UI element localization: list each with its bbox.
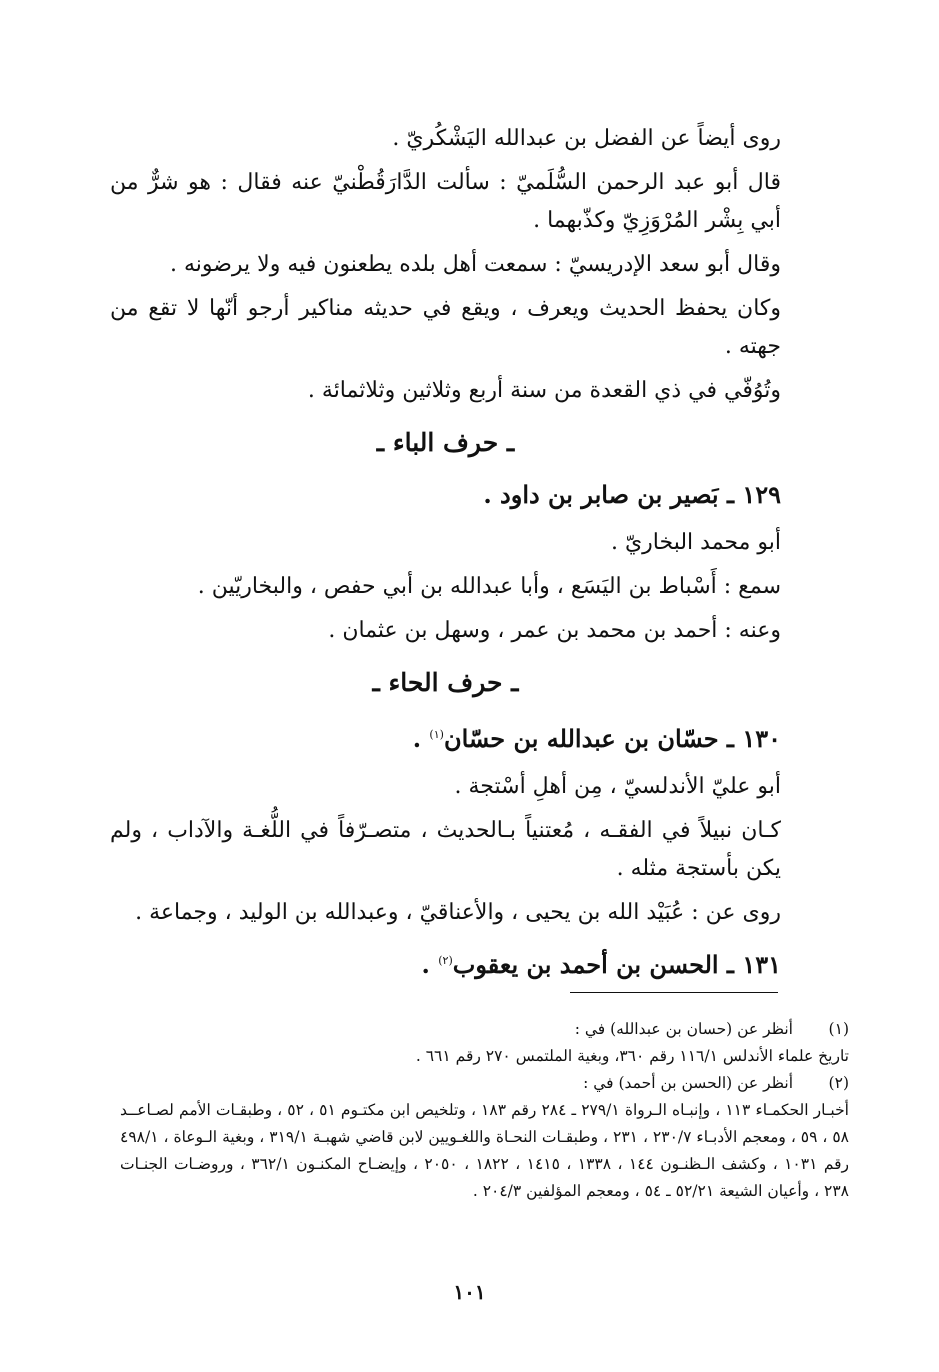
footnote-ref: (٢) [438, 954, 453, 967]
footnote-body [120, 1070, 793, 1097]
entry-title: ١٣١ ـ الحسن بن أحمد بن يعقوب [452, 950, 781, 979]
paragraph: أبو عليّ الأندلسيّ ، مِن أهلِ أسْتجة . [454, 774, 781, 799]
paragraph: كـان نبيلاً في الفقـه ، مُعتنياً بـالحديث ، متصـرّفاً في اللُّغـة والآداب ، ولم يكن بأستجة مثله . [110, 818, 781, 881]
entry-end: . [421, 950, 439, 979]
paragraph: قال أبو عبد الرحمن السُّلَميّ : سألت الدَّارَقُطْنيّ عنه فقال : هو شرٌّ من أبي بِشْر المُرْوَزِيّ وكذّبهما . [110, 170, 781, 233]
entry-heading-130 [110, 716, 781, 758]
entry-title: ١٣٠ ـ حسّان بن عبدالله بن حسّان [443, 724, 781, 753]
page-number: ١٠١ [453, 1280, 486, 1304]
footnote-number: (٢) [828, 1074, 849, 1092]
footnote-2 [120, 1070, 849, 1097]
footnote-line: أنظر عن (حسان بن عبدالله) في : [574, 1020, 793, 1038]
footnote-1 [120, 1016, 849, 1043]
paragraph: روى أيضاً عن الفضل بن عبدالله اليَشْكُريّ . [392, 126, 781, 151]
footnote-line: تاريخ علماء الأندلس ١١٦/١ رقم ٣٦٠، وبغية الملتمس ٢٧٠ رقم ٦٦١ . [415, 1047, 849, 1065]
paragraph: وكان يحفظ الحديث ويعرف ، ويقع في حديثه مناكير أرجو أنّها لا تقع من جهته . [110, 296, 781, 359]
paragraph: أبو محمد البخاريّ . [610, 530, 781, 555]
footnote-number: (١) [828, 1020, 849, 1038]
main-text [110, 120, 781, 994]
entry-heading-131 [110, 942, 781, 984]
entry-heading-129: ١٢٩ ـ بَصير بن صابر بن داود . [483, 480, 781, 509]
footnote-body [120, 1016, 793, 1043]
paragraph: وتُوُفّي في ذي القعدة من سنة أربع وثلاثين وثلاثمائة . [307, 378, 781, 403]
footnote-text: أخبـار الحكمـاء ١١٣ ، وإنبـاه الـرواة ٢٧٩/١ ـ ٢٨٤ رقم ١٨٣ ، وتلخيص ابن مكتـوم ٥١ ، ٥٢ ، وطبقـات الأمم لصـاعــد ٥٨ ، ٥٩ ، ومعجم الأدبـاء ٢٣٠/٧ ، ٢٣١ ، وطبقـات النحـاة واللغـويين لابن قاضي شهبـة ٣١٩/١ ، وبغية الـوعاة ، ٤٩٨/١ رقم ١٠٣١ ، وكشف الـظنـون ١٤٤ ، ١٣٣٨ ، ١٤١٥ ، ١٨٢٢ ، ٢٠٥٠ ، وإيضـاح المكنـون ٣٦٢/١ ، وروضـات الجنـات ٢٣٨ ، وأعيان الشيعة ٥٢/٢١ ـ ٥٤ ، ومعجم المؤلفين ٢٠٤/٣ . [120, 1101, 850, 1200]
footnote-separator [570, 992, 778, 993]
paragraph: وعنه : أحمد بن محمد بن عمر ، وسهل بن عثمان . [328, 618, 781, 643]
footnote-ref: (١) [429, 728, 444, 741]
paragraph: سمع : أَسْباط بن اليَسَع ، وأبا عبدالله بن أبي حفص ، والبخاريّين . [197, 574, 781, 599]
section-heading-ha: ـ حرف الحاء ـ [372, 668, 519, 697]
section-heading-ba: ـ حرف الباء ـ [376, 428, 515, 457]
paragraph: روى عن : عُبَيْد الله بن يحيى ، والأعناقيّ ، وعبدالله بن الوليد ، وجماعة . [135, 900, 781, 925]
footnotes [120, 1016, 849, 1205]
footnote-line: أنظر عن (الحسن بن أحمد) في : [583, 1074, 793, 1092]
entry-end: . [412, 724, 430, 753]
paragraph: وقال أبو سعد الإدريسيّ : سمعت أهل بلده يطعنون فيه ولا يرضونه . [169, 252, 781, 277]
